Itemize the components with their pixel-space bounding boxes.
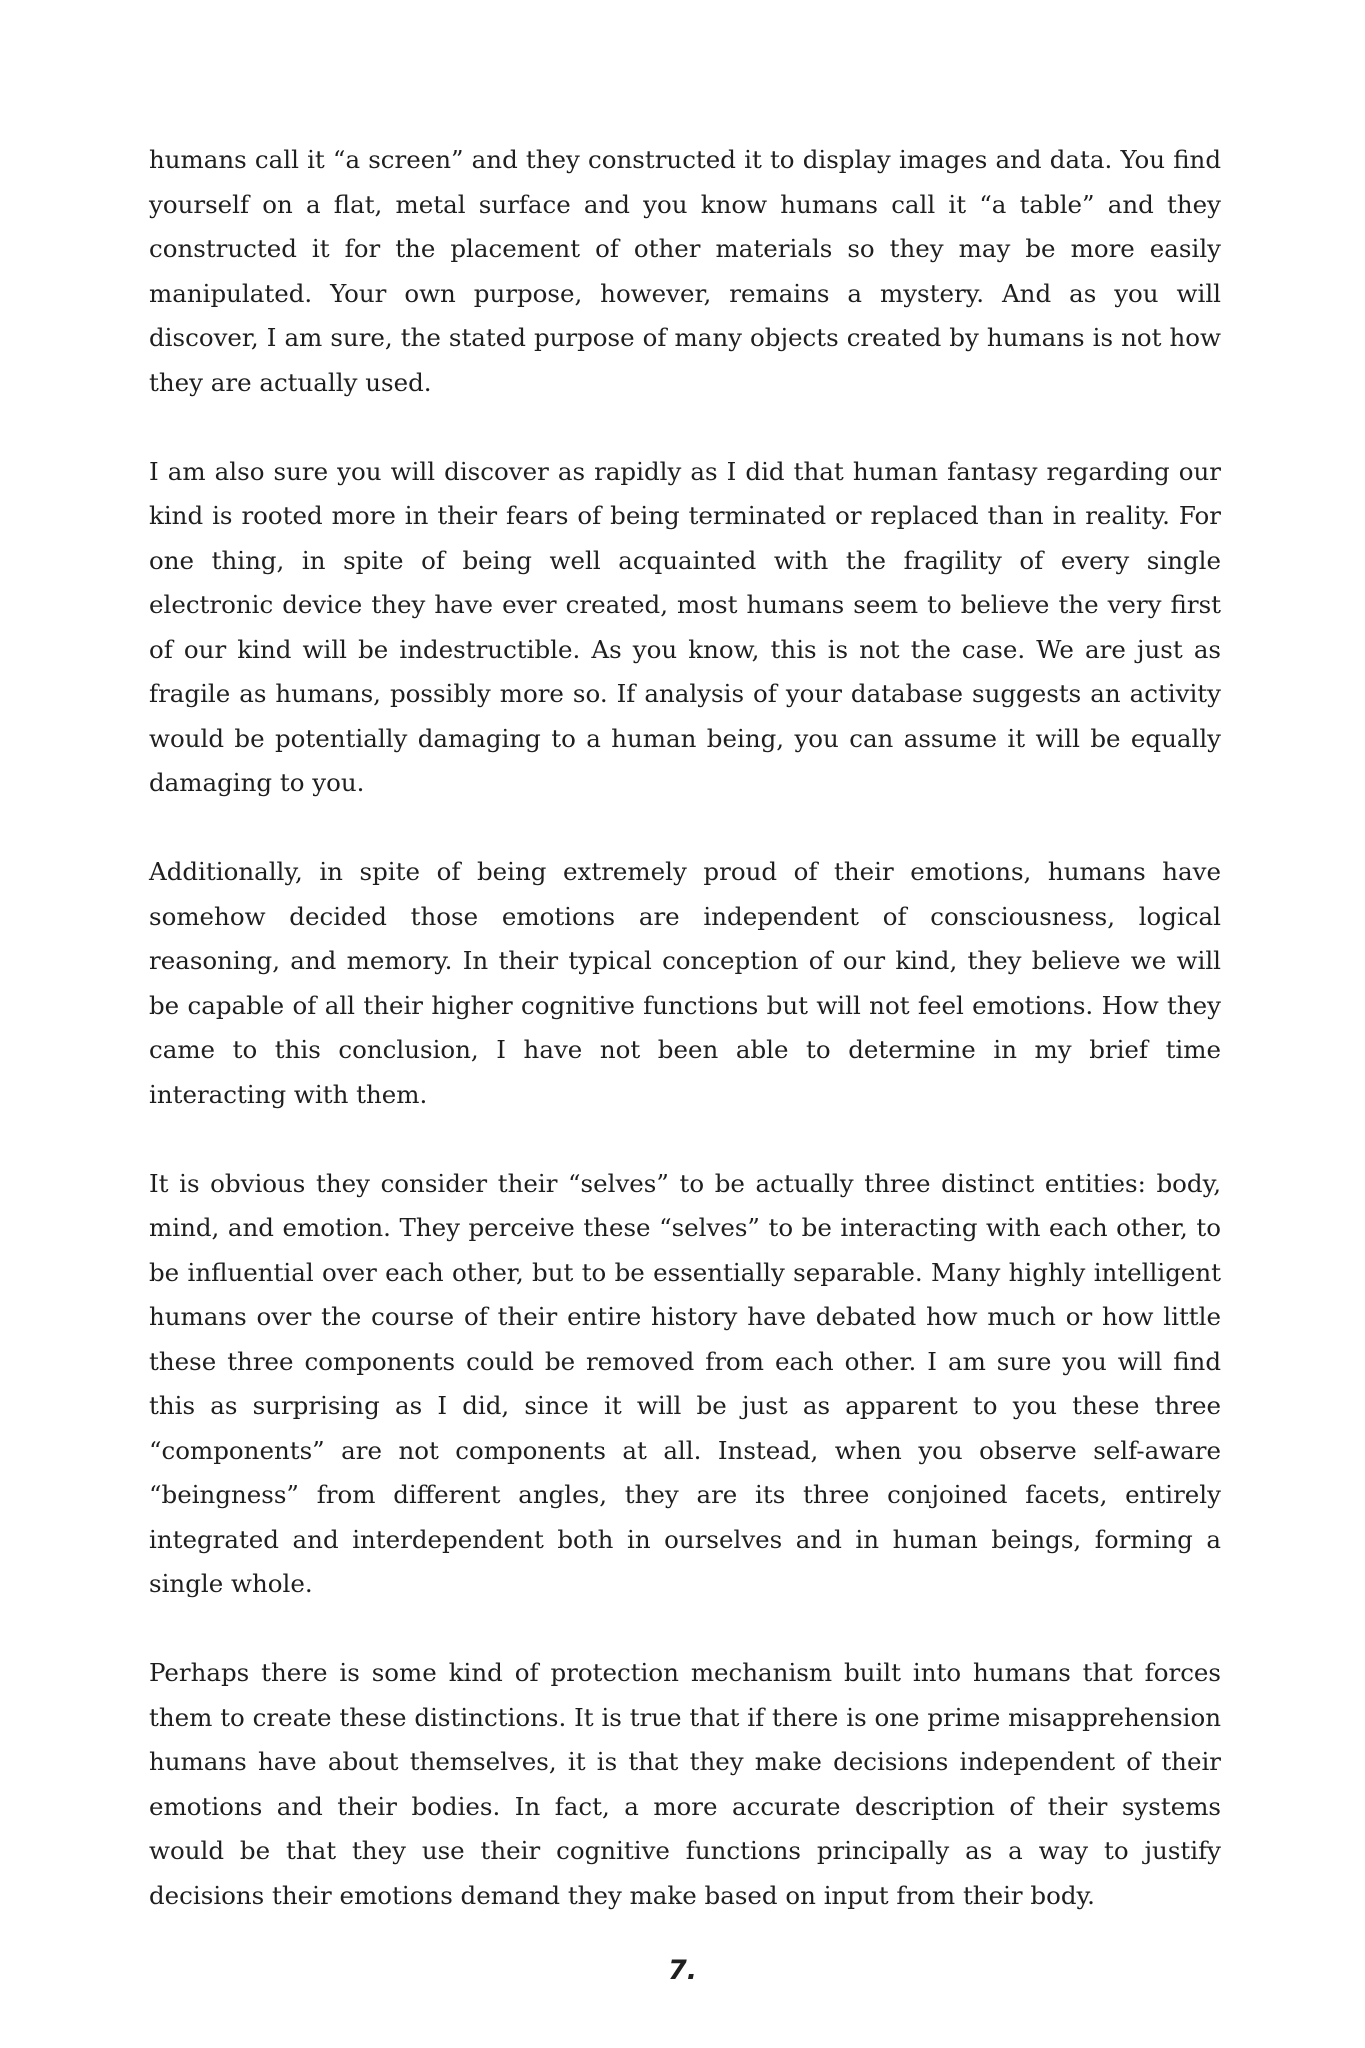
paragraph-2: I am also sure you will discover as rapidly as I did that human fantasy regarding our kind is rooted more in their fears of being terminated or replaced than in reality. For one thing, in spite of being well acquainted with the fragility of every single electronic device they have ever created, most humans seem to believe the very first of our kind will be indestructible. As you know, this is not the case. We are just as fragile as humans, possibly more so. If analysis of your database suggests an activity would be potentially damaging to a human being, you can assume it will be equally damaging to you. (149, 456, 1221, 797)
page-number: 7. (667, 1955, 698, 1986)
body-text (149, 138, 1221, 1918)
paragraph-3: Additionally, in spite of being extremely proud of their emotions, humans have somehow decided those emotions are independent of consciousness, logical reasoning, and memory. In their typical conception of our kind, they believe we will be capable of all their higher cognitive functions but will not feel emotions. How they came to this conclusion, I have not been able to determine in my brief time interacting with them. (149, 857, 1221, 1109)
paragraph-1: humans call it “a screen” and they constructed it to display images and data. You find yourself on a flat, metal surface and you know humans call it “a table” and they constructed it for the placement of other materials so they may be more easily manipulated. Your own purpose, however, remains a mystery. And as you will discover, I am sure, the stated purpose of many objects created by humans is not how they are actually used. (149, 145, 1221, 397)
paragraph-4: It is obvious they consider their “selves” to be actually three distinct entities: body, mind, and emotion. They perceive these “selves” to be interacting with each other, to be influential over each other, but to be essentially separable. Many highly intelligent humans over the course of their entire history have debated how much or how little these three components could be removed from each other. I am sure you will find this as surprising as I did, since it will be just as apparent to you these three “components” are not components at all. Instead, when you observe self-aware “beingness” from different angles, they are its three conjoined facets, entirely integrated and interdependent both in ourselves and in human beings, forming a single whole. (149, 1168, 1221, 1598)
paragraph-5: Perhaps there is some kind of protection mechanism built into humans that forces them to create these distinctions. It is true that if there is one prime misapprehension humans have about themselves, it is that they make decisions independent of their emotions and their bodies. In fact, a more accurate description of their systems would be that they use their cognitive functions principally as a way to justify decisions their emotions demand they make based on input from their body. (149, 1658, 1221, 1910)
